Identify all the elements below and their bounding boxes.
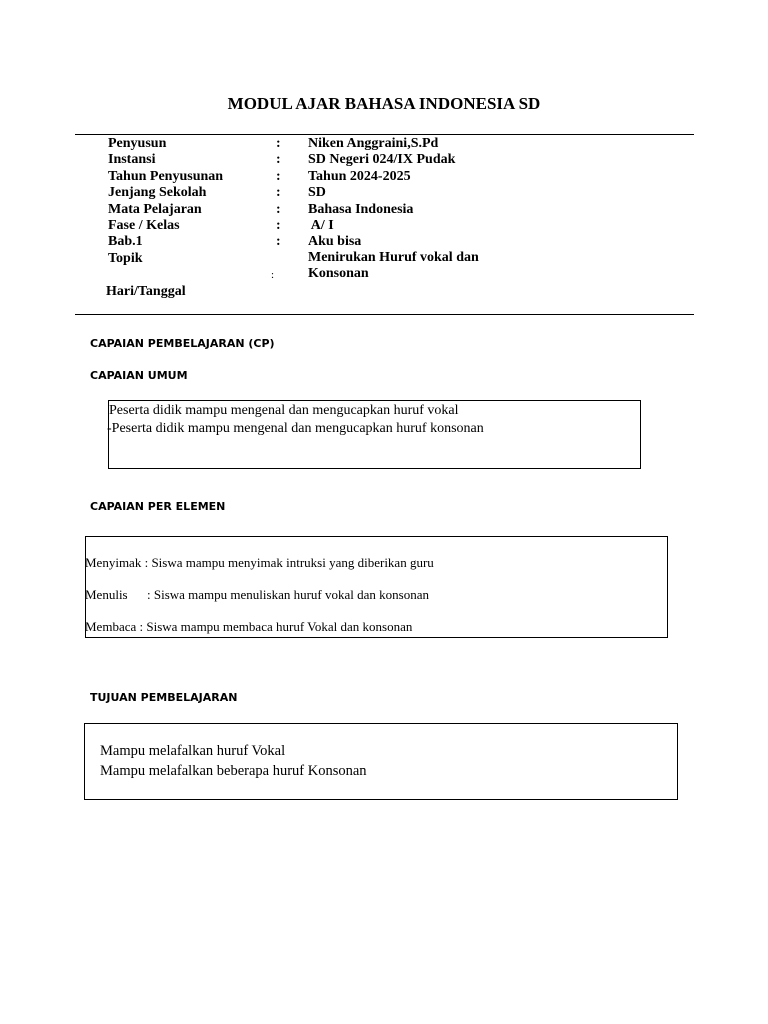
info-label-jenjang-sekolah: Jenjang Sekolah [108,185,207,200]
capaian-per-elemen-box [85,536,668,638]
info-colon: : [276,234,281,249]
document-title: MODUL AJAR BAHASA INDONESIA SD [227,94,541,113]
info-value-jenjang-sekolah: SD [308,185,326,200]
heading-capaian-per-elemen: CAPAIAN PER ELEMEN [90,500,226,513]
info-colon: : [276,202,281,217]
info-colon: : [271,269,275,281]
info-label-hari-tanggal: Hari/Tanggal [106,284,186,299]
capaian-umum-line: Peserta didik mampu mengenal dan mengucapkan huruf vokal [109,403,459,418]
info-label-penyusun: Penyusun [108,136,167,151]
heading-capaian-umum: CAPAIAN UMUM [90,369,188,382]
info-value-penyusun: Niken Anggraini,S.Pd [308,136,439,151]
info-colon: : [276,136,281,151]
capaian-umum-line: -Peserta didik mampu mengenal dan mengucapkan huruf konsonan [107,421,484,436]
info-value-mata-pelajaran: Bahasa Indonesia [308,202,414,217]
tujuan-pembelajaran-box [84,723,678,800]
elemen-row-menyimak [85,555,434,571]
info-value-fase-kelas: A/ I [308,218,334,233]
header-top-rule [75,134,694,135]
tujuan-line: Mampu melafalkan huruf Vokal [100,743,286,759]
info-label-topik: Topik [108,251,143,266]
elemen-label: Membaca [85,619,137,634]
info-colon: : [276,218,281,233]
header-bottom-rule [75,314,694,315]
heading-tujuan-pembelajaran: TUJUAN PEMBELAJARAN [90,691,238,704]
info-colon: : [276,185,281,200]
info-value-instansi: SD Negeri 024/IX Pudak [308,152,456,167]
elemen-text: : Siswa mampu menuliskan huruf vokal dan konsonan [147,587,429,602]
info-label-bab: Bab.1 [108,234,143,249]
elemen-label: Menulis [85,587,128,602]
elemen-text: : Siswa mampu membaca huruf Vokal dan konsonan [139,619,413,634]
elemen-row-menulis [85,587,429,603]
elemen-label: Menyimak [85,555,142,570]
info-value-tahun-penyusunan: Tahun 2024-2025 [308,169,411,184]
heading-capaian-pembelajaran: CAPAIAN PEMBELAJARAN (CP) [90,337,275,350]
elemen-row-membaca [85,619,412,635]
info-value-bab: Aku bisa [308,234,362,249]
info-colon: : [276,169,281,184]
info-value-topik: Menirukan Huruf vokal dan Konsonan [308,250,479,281]
info-label-fase-kelas: Fase / Kelas [108,218,180,233]
info-colon: : [276,152,281,167]
info-label-mata-pelajaran: Mata Pelajaran [108,202,202,217]
elemen-text: : Siswa mampu menyimak intruksi yang diberikan guru [144,555,434,570]
info-label-instansi: Instansi [108,152,156,167]
info-label-tahun-penyusunan: Tahun Penyusunan [108,169,224,184]
capaian-umum-box [108,400,641,469]
tujuan-line: Mampu melafalkan beberapa huruf Konsonan [100,763,367,779]
